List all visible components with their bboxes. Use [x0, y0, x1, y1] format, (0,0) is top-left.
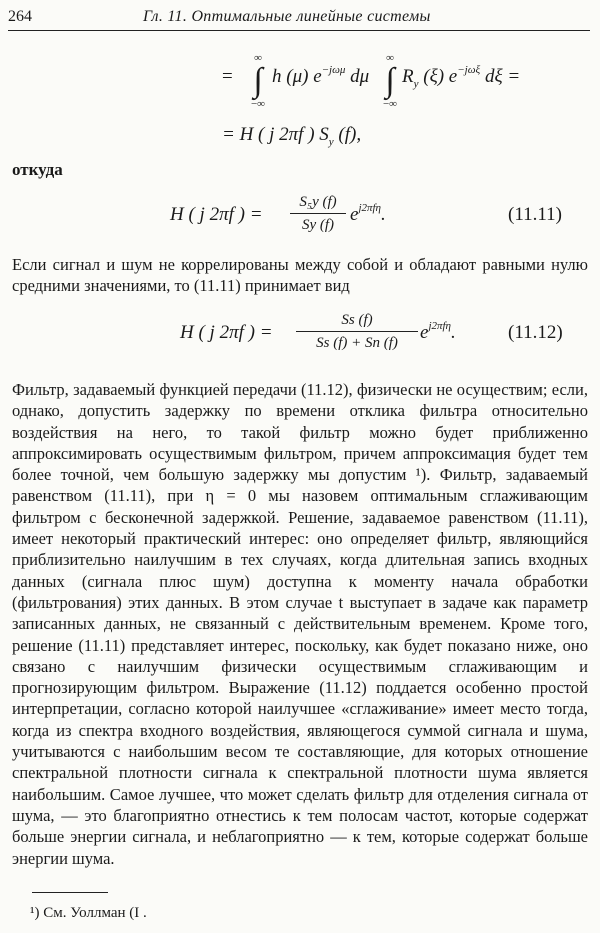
eq-a-line2-text: = H ( j 2πf ) S: [222, 124, 329, 145]
integral-1-upper: ∞: [254, 52, 262, 64]
integrand-2-differential: dξ =: [484, 66, 521, 87]
eq-1112-exponential: [420, 322, 456, 344]
eq-1111-lhs: H ( j 2πf ) =: [170, 204, 263, 225]
eq-number-11-11: (11.11): [508, 204, 562, 225]
exp-base: e: [350, 204, 359, 225]
exp-tail: .: [451, 322, 456, 343]
integral-sign: ∫: [385, 62, 395, 99]
eq-a-equals: =: [222, 66, 233, 87]
word-otkuda: откуда: [12, 160, 63, 179]
exp-base: e: [420, 322, 429, 343]
eq-number-11-12: (11.12): [508, 322, 563, 343]
integral-1-lower: −∞: [250, 98, 266, 110]
integral-1: [246, 52, 270, 110]
eq-a-line2: [222, 124, 361, 146]
footnote: ¹) См. Уоллман (I .: [30, 905, 147, 921]
integrand-1-exponent: −jωμ: [321, 64, 346, 76]
integrand-1-text: h (μ) e: [272, 66, 322, 87]
integrand-1-differential: dμ: [350, 66, 370, 87]
footnote-rule: [32, 892, 108, 893]
running-header: [8, 6, 590, 28]
eq-a-line2-end: (f),: [333, 124, 362, 145]
page-number: 264: [8, 8, 32, 25]
exp-power: j2πfη: [358, 202, 382, 214]
eq-1111-exponential: [350, 204, 386, 226]
eq-a-line2-subscript: y: [328, 136, 334, 148]
eq-1111-denominator: Sy (f): [301, 217, 335, 233]
paragraph-2: Фильтр, задаваемый функцией передачи (11.12), физически не осуществим; если, однако, допустить задержку по времени отклика фильтра относительно воздействия на него, то такой фильтр можно будет приближенно аппроксимировать осуществимым фильтром, причем аппроксимация будет тем более точной, чем большую задержку мы допустим ¹). Фильтр, задаваемый равенством (11.11), при η = 0 мы назовем оптимальным сглаживающим фильтром с бесконечной задержкой. Решение, задаваемое равенством (11.11), имеет некоторый практический интерес: оно определяет фильтр, являющийся приблизительно наилучшим в тех случаях, когда длительная запись входных данных (сигнала плюс шум) доступна к моменту начала обработки (фильтрования) этих данных. В этом случае t выступает в задаче как параметр записанных данных, не связанный с действительным временем. Кроме того, решение (11.11) представляет интерес, поскольку, как будет показано ниже, оно связано с наилучшим физически осуществимым сглаживающим и прогнозирующим фильтром. Выражение (11.12) поддается особенно простой интерпретации, согласно которой наилучшее «сглаживание» имеет место тогда, когда из спектра входного воздействия, являющегося суммой сигнала и шума, учитываются с наибольшим весом те составляющие, для которых отношение спектральной плотности сигнала к спектральной плотности шума является наибольшим. Самое лучшее, что может сделать фильтр для отделения сигнала от шума, — это благоприятно отнестись к тем полосам частот, которые содержат больше энергии сигнала, и неблагоприятно — к тем, которые содержат больше энергии шума.: [12, 380, 588, 868]
integral-2: [378, 52, 402, 110]
exp-power: j2πfη: [428, 320, 452, 332]
eq-1112-fraction: [296, 310, 418, 353]
eq-1112-denominator: Ss (f) + Sn (f): [316, 335, 398, 351]
eq-1111-fraction: [290, 192, 346, 235]
integral-2-upper: ∞: [386, 52, 394, 64]
integral-2-integrand: [402, 66, 520, 88]
integrand-2-text-b: (ξ) e: [418, 66, 458, 87]
fraction-bar: [290, 213, 346, 214]
exp-tail: .: [381, 204, 386, 225]
header-rule: [8, 30, 590, 31]
integral-sign: ∫: [253, 62, 263, 99]
paragraph-1: Если сигнал и шум не коррелированы между собой и обладают равными нулю средними значениями, то (11.11) принимает вид: [12, 255, 588, 296]
eq-1112-numerator: Ss (f): [341, 312, 373, 328]
integral-2-lower: −∞: [382, 98, 398, 110]
integrand-2-subscript: y: [413, 78, 419, 90]
fraction-bar: [296, 331, 418, 332]
integrand-2-exponent: −jωξ: [457, 64, 481, 76]
integral-1-integrand: [272, 66, 369, 88]
eq-1111-numerator: S₅y (f): [299, 194, 337, 210]
eq-1112-lhs: H ( j 2πf ) =: [180, 322, 273, 343]
running-title: Гл. 11. Оптимальные линейные системы: [143, 8, 431, 25]
integrand-2-text: R: [402, 66, 414, 87]
